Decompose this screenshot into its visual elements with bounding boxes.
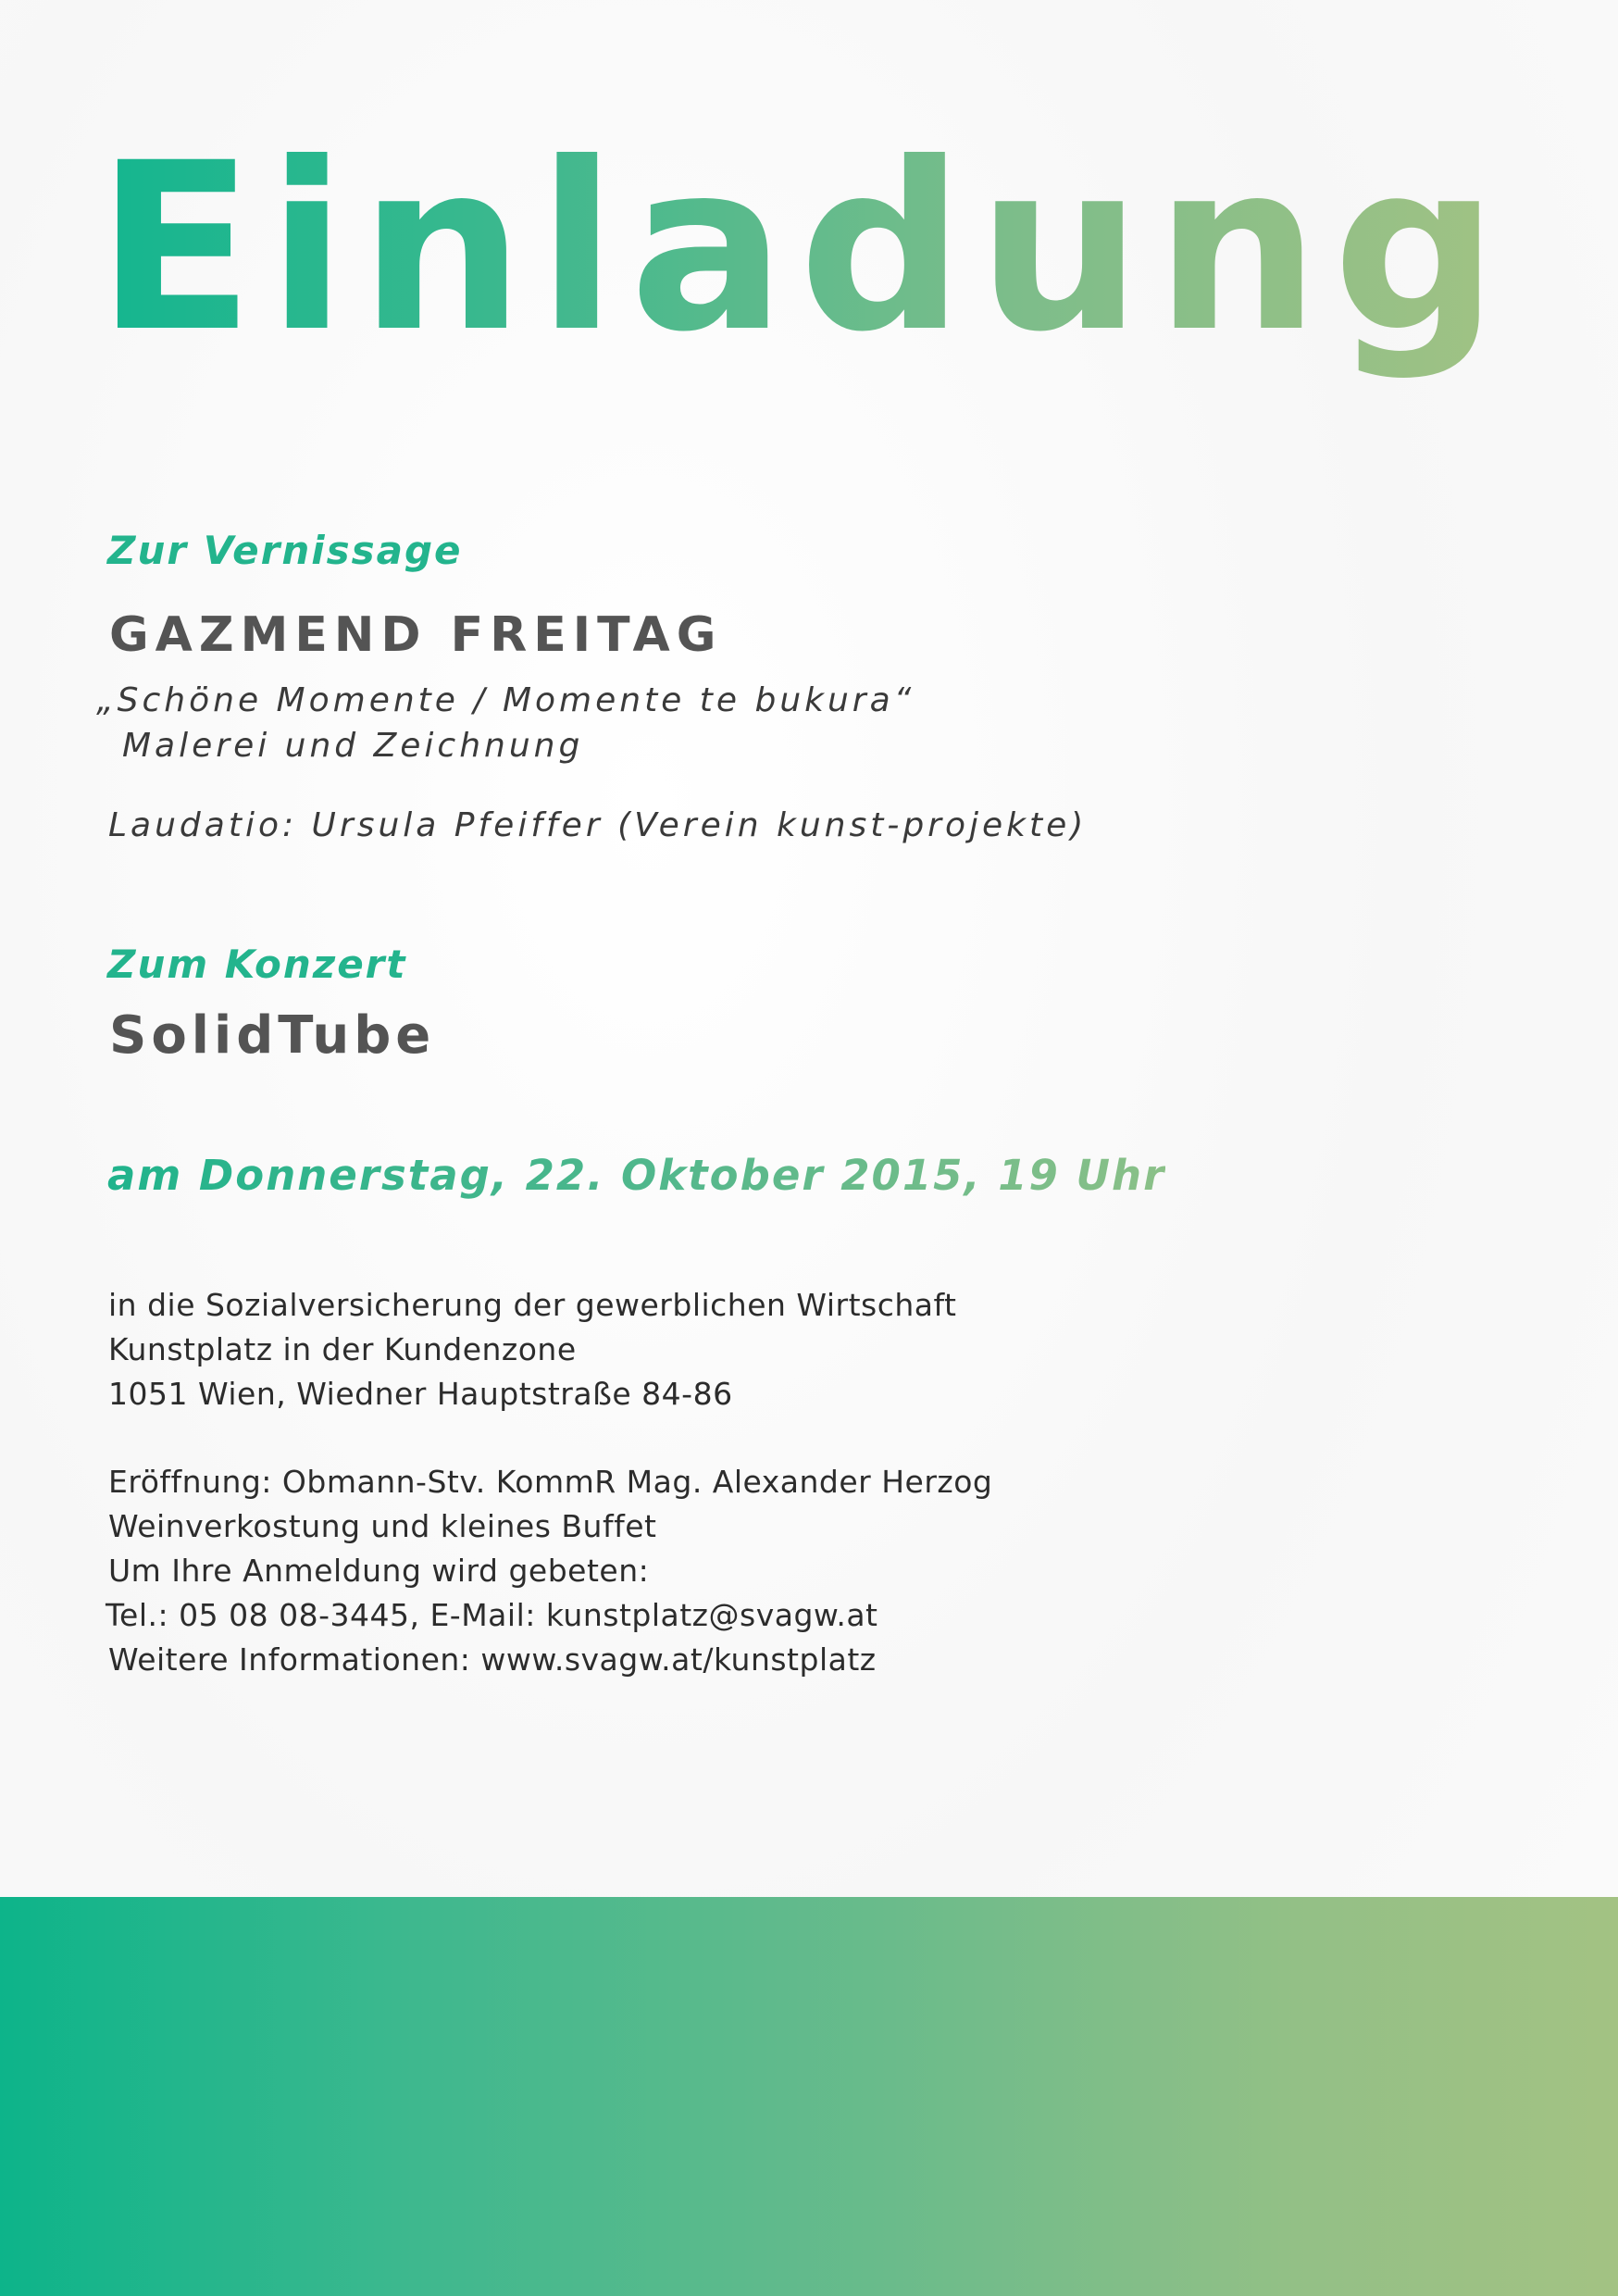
venue-line-2: Kunstplatz in der Kundenzone bbox=[108, 1331, 577, 1367]
event-date: am Donnerstag, 22. Oktober 2015, 19 Uhr bbox=[107, 1151, 1166, 1200]
contact-line: Tel.: 05 08 08-3445, E-Mail: kunstplatz@svagw.at bbox=[106, 1597, 878, 1633]
vernissage-label: Zur Vernissage bbox=[107, 528, 463, 573]
rsvp-line: Um Ihre Anmeldung wird gebeten: bbox=[108, 1553, 650, 1589]
gradient-footer-band bbox=[0, 1897, 1618, 2296]
concert-label: Zum Konzert bbox=[107, 942, 407, 987]
artist-name: GAZMEND FREITAG bbox=[109, 607, 723, 663]
venue-line-1: in die Sozialversicherung der gewerblichen Wirtschaft bbox=[108, 1287, 957, 1323]
exhibition-medium: Malerei und Zeichnung bbox=[122, 727, 584, 765]
venue-line-3: 1051 Wien, Wiedner Hauptstraße 84-86 bbox=[108, 1376, 733, 1412]
catering-line: Weinverkostung und kleines Buffet bbox=[108, 1508, 657, 1544]
band-name: SolidTube bbox=[109, 1005, 436, 1066]
laudatio-line: Laudatio: Ursula Pfeiffer (Verein kunst-projekte) bbox=[108, 806, 1088, 844]
invitation-title: Einladung bbox=[96, 109, 1512, 387]
more-info-line: Weitere Informationen: www.svagw.at/kunstplatz bbox=[108, 1641, 877, 1678]
opening-line: Eröffnung: Obmann-Stv. KommR Mag. Alexander Herzog bbox=[108, 1464, 993, 1500]
exhibition-title: „Schöne Momente / Momente te bukura“ bbox=[96, 681, 915, 719]
